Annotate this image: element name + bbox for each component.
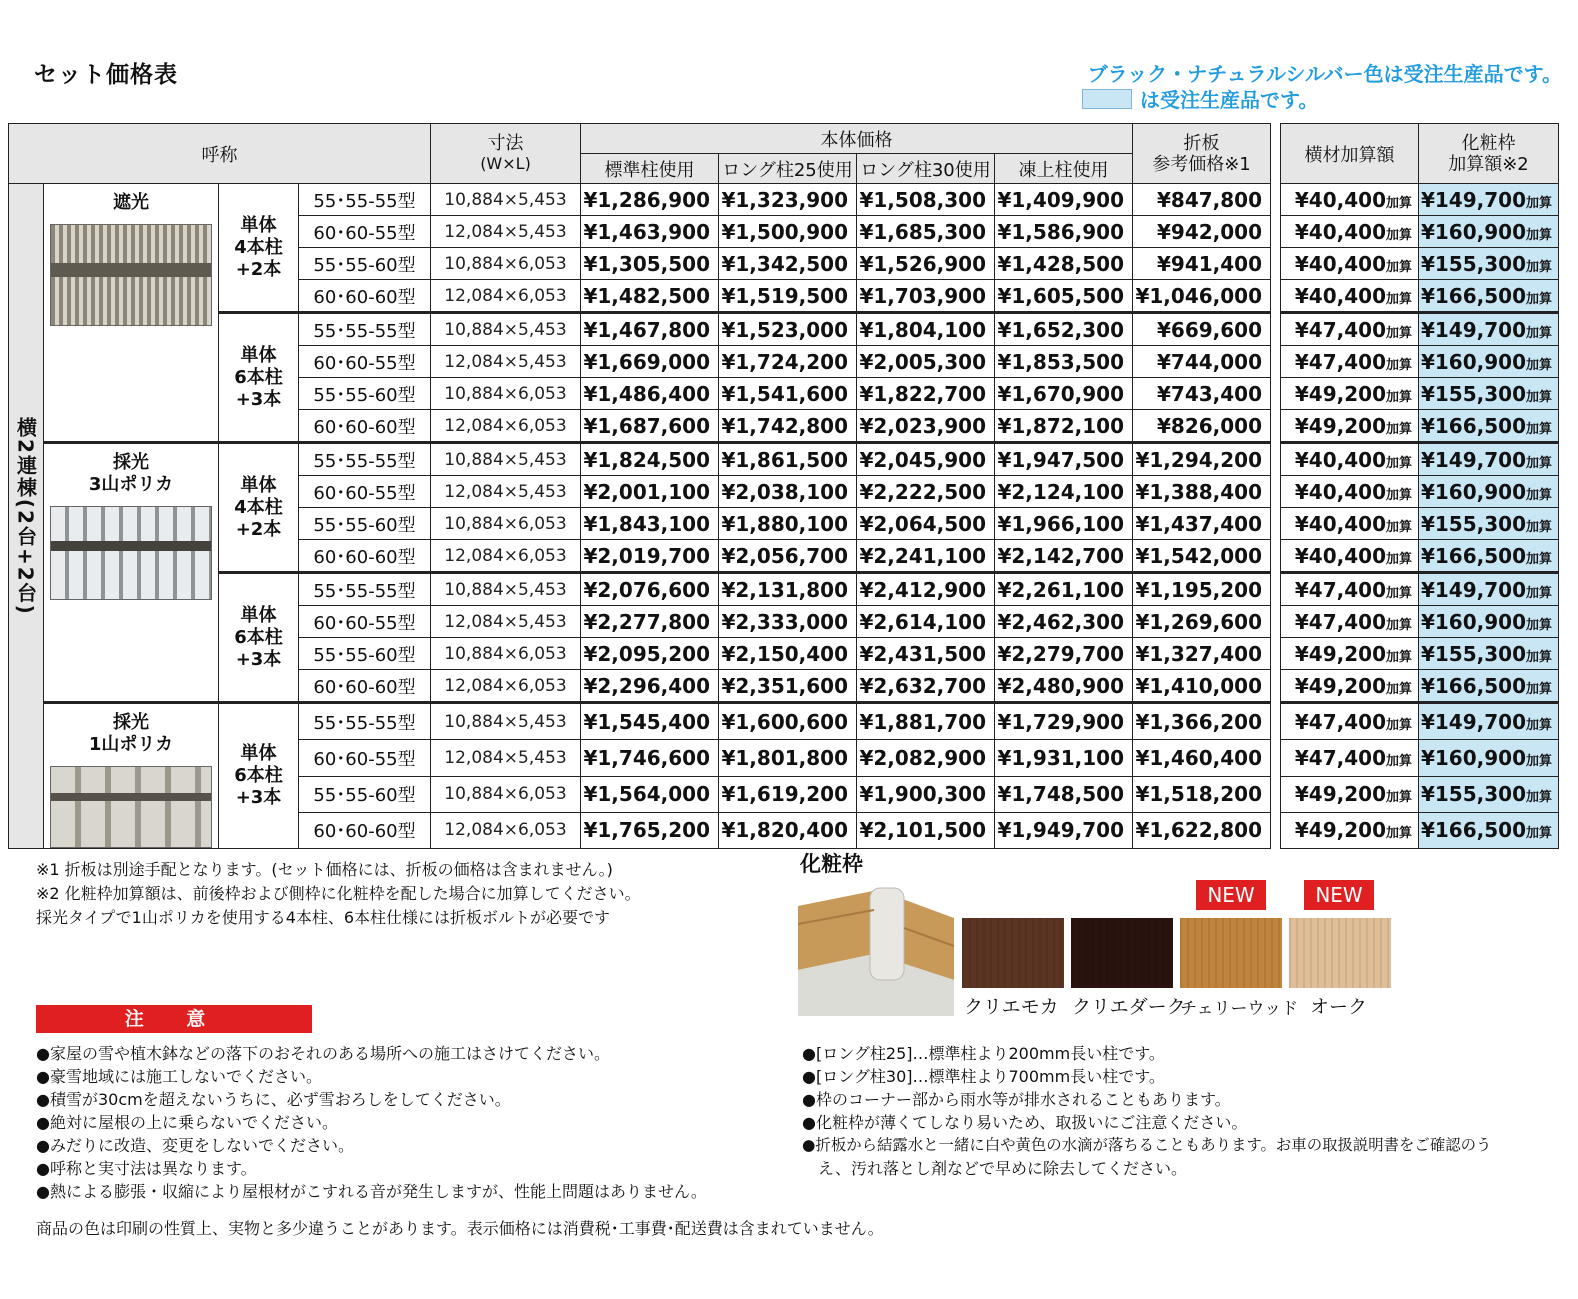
frame-addition: ¥149,700加算 [1419, 573, 1559, 606]
beam-addition: ¥40,400加算 [1281, 508, 1419, 540]
fold-plate-price: ¥942,000 [1133, 216, 1271, 248]
price-long25: ¥1,519,500 [719, 280, 857, 313]
model-name: 60･60-55型 [299, 216, 431, 248]
caution-item: ●みだりに改造、変更をしないでください。 [36, 1136, 354, 1155]
dimension-value: 12,084×6,053 [431, 670, 581, 703]
price-frost: ¥1,931,100 [995, 740, 1133, 776]
price-long25: ¥2,131,800 [719, 573, 857, 606]
column-gap [1271, 280, 1281, 313]
fold-plate-price: ¥1,542,000 [1133, 540, 1271, 573]
frame-addition: ¥155,300加算 [1419, 638, 1559, 670]
beam-addition: ¥47,400加算 [1281, 313, 1419, 346]
price-table [8, 123, 1559, 849]
pillar-config-label: 単体 6本柱 +3本 [219, 703, 299, 849]
model-name: 55･55-60型 [299, 508, 431, 540]
dimension-value: 12,084×5,453 [431, 476, 581, 508]
price-long30: ¥2,614,100 [857, 606, 995, 638]
roof-type-label: 採光 3山ポリカ [88, 452, 174, 495]
column-gap [1271, 812, 1281, 848]
header-frame: 化粧枠 加算額※2 [1419, 124, 1559, 184]
price-standard: ¥1,305,500 [581, 248, 719, 280]
price-long25: ¥1,541,600 [719, 378, 857, 410]
page-title: セット価格表 [34, 62, 178, 88]
beam-addition: ¥49,200加算 [1281, 378, 1419, 410]
model-name: 55･55-55型 [299, 184, 431, 216]
beam-addition: ¥49,200加算 [1281, 776, 1419, 812]
beam-addition: ¥40,400加算 [1281, 248, 1419, 280]
fold-plate-price: ¥1,437,400 [1133, 508, 1271, 540]
roof-type-cell [44, 184, 219, 443]
price-long25: ¥1,880,100 [719, 508, 857, 540]
model-name: 60･60-55型 [299, 346, 431, 378]
pillar-config-label: 単体 4本柱 +2本 [219, 443, 299, 573]
dimension-value: 12,084×5,453 [431, 216, 581, 248]
fold-plate-price: ¥1,294,200 [1133, 443, 1271, 476]
caution-heading: 注 意 [36, 1005, 312, 1033]
fold-plate-price: ¥826,000 [1133, 410, 1271, 443]
price-frost: ¥1,949,700 [995, 812, 1133, 848]
fold-plate-price: ¥669,600 [1133, 313, 1271, 346]
price-standard: ¥2,095,200 [581, 638, 719, 670]
column-gap [1271, 378, 1281, 410]
fold-plate-price: ¥1,622,800 [1133, 812, 1271, 848]
price-frost: ¥2,261,100 [995, 573, 1133, 606]
carport-roof-photo [50, 766, 212, 848]
dimension-value: 10,884×5,453 [431, 443, 581, 476]
dimension-value: 12,084×6,053 [431, 280, 581, 313]
dimension-value: 12,084×5,453 [431, 346, 581, 378]
price-frost: ¥2,124,100 [995, 476, 1133, 508]
pillar-config-label: 単体 4本柱 +2本 [219, 184, 299, 313]
color-swatch-mocha [962, 918, 1064, 988]
column-gap [1271, 248, 1281, 280]
price-frost: ¥2,279,700 [995, 638, 1133, 670]
caution-item: ●豪雪地域には施工しないでください。 [36, 1067, 322, 1086]
price-standard: ¥1,746,600 [581, 740, 719, 776]
beam-addition: ¥40,400加算 [1281, 216, 1419, 248]
price-long30: ¥2,023,900 [857, 410, 995, 443]
frame-addition: ¥155,300加算 [1419, 508, 1559, 540]
model-name: 55･55-55型 [299, 703, 431, 740]
roof-type-label: 採光 1山ポリカ [88, 712, 174, 755]
pillar-config-label: 単体 6本柱 +3本 [219, 313, 299, 443]
price-frost: ¥1,586,900 [995, 216, 1133, 248]
header-name: 呼称 [9, 124, 431, 184]
price-long25: ¥1,801,800 [719, 740, 857, 776]
price-long25: ¥2,351,600 [719, 670, 857, 703]
dimension-value: 12,084×6,053 [431, 812, 581, 848]
price-standard: ¥1,687,600 [581, 410, 719, 443]
note-item: ●[ロング柱25]…標準柱より200mm長い柱です。 [802, 1044, 1165, 1063]
fold-plate-price: ¥941,400 [1133, 248, 1271, 280]
price-standard: ¥1,467,800 [581, 313, 719, 346]
column-gap [1271, 776, 1281, 812]
column-gap [1271, 476, 1281, 508]
header-long25: ロング柱25使用 [719, 154, 857, 184]
price-standard: ¥1,486,400 [581, 378, 719, 410]
frame-addition: ¥149,700加算 [1419, 443, 1559, 476]
dimension-value: 12,084×6,053 [431, 540, 581, 573]
dimension-value: 10,884×6,053 [431, 638, 581, 670]
price-standard: ¥1,669,000 [581, 346, 719, 378]
fold-plate-price: ¥1,388,400 [1133, 476, 1271, 508]
price-standard: ¥1,843,100 [581, 508, 719, 540]
price-frost: ¥2,142,700 [995, 540, 1133, 573]
frame-addition: ¥149,700加算 [1419, 184, 1559, 216]
carport-roof-photo [50, 506, 212, 600]
beam-addition: ¥47,400加算 [1281, 606, 1419, 638]
beam-addition: ¥47,400加算 [1281, 703, 1419, 740]
column-gap [1271, 410, 1281, 443]
price-frost: ¥1,748,500 [995, 776, 1133, 812]
column-gap [1271, 124, 1281, 184]
legend-swatch [1082, 89, 1132, 109]
model-name: 60･60-60型 [299, 812, 431, 848]
beam-addition: ¥40,400加算 [1281, 476, 1419, 508]
price-frost: ¥1,729,900 [995, 703, 1133, 740]
price-standard: ¥2,296,400 [581, 670, 719, 703]
fold-plate-price: ¥1,195,200 [1133, 573, 1271, 606]
price-long30: ¥1,900,300 [857, 776, 995, 812]
frame-addition: ¥166,500加算 [1419, 812, 1559, 848]
price-standard: ¥1,286,900 [581, 184, 719, 216]
price-long30: ¥1,804,100 [857, 313, 995, 346]
model-name: 60･60-55型 [299, 606, 431, 638]
model-name: 60･60-55型 [299, 740, 431, 776]
price-standard: ¥2,277,800 [581, 606, 719, 638]
price-long30: ¥2,632,700 [857, 670, 995, 703]
model-name: 55･55-55型 [299, 573, 431, 606]
price-standard: ¥2,019,700 [581, 540, 719, 573]
column-gap [1271, 346, 1281, 378]
price-long30: ¥2,101,500 [857, 812, 995, 848]
price-long25: ¥2,150,400 [719, 638, 857, 670]
column-gap [1271, 573, 1281, 606]
price-long30: ¥1,881,700 [857, 703, 995, 740]
dimension-value: 10,884×5,453 [431, 184, 581, 216]
table-row [9, 184, 1559, 216]
header-frost: 凍上柱使用 [995, 154, 1133, 184]
beam-addition: ¥47,400加算 [1281, 346, 1419, 378]
roof-type-cell [44, 443, 219, 703]
dimension-value: 10,884×5,453 [431, 573, 581, 606]
header-dim: 寸法 (W×L) [431, 124, 581, 184]
model-name: 60･60-60型 [299, 670, 431, 703]
price-long30: ¥2,045,900 [857, 443, 995, 476]
roof-type-cell [44, 703, 219, 849]
price-long25: ¥2,333,000 [719, 606, 857, 638]
price-long30: ¥2,222,500 [857, 476, 995, 508]
dimension-value: 10,884×5,453 [431, 313, 581, 346]
note-item: ●[ロング柱30]…標準柱より700mm長い柱です。 [802, 1067, 1165, 1086]
price-long30: ¥1,526,900 [857, 248, 995, 280]
beam-addition: ¥49,200加算 [1281, 670, 1419, 703]
price-long25: ¥1,724,200 [719, 346, 857, 378]
price-long25: ¥2,056,700 [719, 540, 857, 573]
column-gap [1271, 638, 1281, 670]
price-long30: ¥2,082,900 [857, 740, 995, 776]
column-gap [1271, 703, 1281, 740]
fold-plate-price: ¥1,460,400 [1133, 740, 1271, 776]
beam-addition: ¥40,400加算 [1281, 184, 1419, 216]
price-frost: ¥1,947,500 [995, 443, 1133, 476]
table-row [9, 443, 1559, 476]
price-frost: ¥2,480,900 [995, 670, 1133, 703]
dimension-value: 10,884×5,453 [431, 703, 581, 740]
frame-addition: ¥155,300加算 [1419, 248, 1559, 280]
color-label-oak: オーク [1310, 996, 1368, 1018]
column-gap [1271, 216, 1281, 248]
price-frost: ¥2,462,300 [995, 606, 1133, 638]
price-frost: ¥1,652,300 [995, 313, 1133, 346]
note-item: ●化粧枠が薄くてしなり易いため、取扱いにご注意ください。 [802, 1113, 1248, 1132]
price-frost: ¥1,670,900 [995, 378, 1133, 410]
color-swatch-oak [1289, 918, 1391, 988]
column-gap [1271, 313, 1281, 346]
footnote-2: ※2 化粧枠加算額は、前後枠および側枠に化粧枠を配した場合に加算してください。 [36, 884, 641, 903]
frame-addition: ¥149,700加算 [1419, 313, 1559, 346]
model-name: 55･55-60型 [299, 248, 431, 280]
color-label-mocha: クリエモカ [964, 996, 1059, 1018]
vertical-group-label: 横2連棟(2台+2台) [9, 184, 44, 849]
frame-addition: ¥166,500加算 [1419, 540, 1559, 573]
model-name: 55･55-60型 [299, 776, 431, 812]
header-long30: ロング柱30使用 [857, 154, 995, 184]
table-row [9, 573, 1559, 606]
price-long25: ¥1,820,400 [719, 812, 857, 848]
price-long30: ¥2,241,100 [857, 540, 995, 573]
price-long25: ¥1,342,500 [719, 248, 857, 280]
beam-addition: ¥47,400加算 [1281, 740, 1419, 776]
color-label-cherry: チェリーウッド [1180, 999, 1299, 1019]
price-standard: ¥1,564,000 [581, 776, 719, 812]
dimension-value: 12,084×5,453 [431, 606, 581, 638]
beam-addition: ¥49,200加算 [1281, 812, 1419, 848]
caution-item: ●熱による膨張・収縮により屋根材がこすれる音が発生しますが、性能上問題はありません。 [36, 1182, 707, 1201]
dimension-value: 10,884×6,053 [431, 508, 581, 540]
fold-plate-price: ¥1,518,200 [1133, 776, 1271, 812]
price-standard: ¥1,545,400 [581, 703, 719, 740]
fold-plate-price: ¥744,000 [1133, 346, 1271, 378]
caution-item: ●家屋の雪や植木鉢などの落下のおそれのある場所への施工はさけてください。 [36, 1044, 610, 1063]
caution-item: ●積雪が30cmを超えないうちに、必ず雪おろしをしてください。 [36, 1090, 511, 1109]
price-standard: ¥1,765,200 [581, 812, 719, 848]
price-long25: ¥1,323,900 [719, 184, 857, 216]
note-item: ●折板から結露水と一緒に白や黄色の水滴が落ちることもあります。お車の取扱説明書をご確認のう [802, 1136, 1492, 1154]
caution-item: ●呼称と実寸法は異なります。 [36, 1159, 257, 1178]
price-standard: ¥1,824,500 [581, 443, 719, 476]
price-frost: ¥1,409,900 [995, 184, 1133, 216]
dimension-value: 10,884×6,053 [431, 776, 581, 812]
model-name: 55･55-60型 [299, 378, 431, 410]
price-long25: ¥1,742,800 [719, 410, 857, 443]
price-frost: ¥1,872,100 [995, 410, 1133, 443]
price-long25: ¥1,861,500 [719, 443, 857, 476]
price-long30: ¥2,064,500 [857, 508, 995, 540]
price-standard: ¥1,463,900 [581, 216, 719, 248]
beam-addition: ¥47,400加算 [1281, 573, 1419, 606]
dimension-value: 12,084×5,453 [431, 740, 581, 776]
price-long25: ¥2,038,100 [719, 476, 857, 508]
new-badge-cherry: NEW [1196, 880, 1266, 910]
caution-item: ●絶対に屋根の上に乗らないでください。 [36, 1113, 338, 1132]
model-name: 60･60-60型 [299, 540, 431, 573]
footnote-3: 採光タイプで1山ポリカを使用する4本柱、6本柱仕様には折板ボルトが必要です [36, 908, 611, 927]
dimension-value: 12,084×6,053 [431, 410, 581, 443]
price-long30: ¥1,703,900 [857, 280, 995, 313]
column-gap [1271, 508, 1281, 540]
header-beam: 横材加算額 [1281, 124, 1419, 184]
frame-addition: ¥160,900加算 [1419, 346, 1559, 378]
dimension-value: 10,884×6,053 [431, 248, 581, 280]
frame-addition: ¥160,900加算 [1419, 606, 1559, 638]
price-long25: ¥1,500,900 [719, 216, 857, 248]
column-gap [1271, 184, 1281, 216]
price-standard: ¥2,001,100 [581, 476, 719, 508]
carport-roof-photo [50, 224, 212, 326]
dimension-value: 10,884×6,053 [431, 378, 581, 410]
price-frost: ¥1,853,500 [995, 346, 1133, 378]
frame-section-title: 化粧枠 [800, 852, 863, 876]
legend-text: は受注生産品です。 [1140, 88, 1319, 112]
footnote-1: ※1 折板は別途手配となります。(セット価格には、折板の価格は含まれません。) [36, 860, 613, 879]
table-row [9, 313, 1559, 346]
beam-addition: ¥49,200加算 [1281, 410, 1419, 443]
made-to-order-notice: ブラック・ナチュラルシルバー色は受注生産品です。 [1087, 62, 1562, 86]
price-long25: ¥1,619,200 [719, 776, 857, 812]
price-frost: ¥1,966,100 [995, 508, 1133, 540]
fold-plate-price: ¥1,410,000 [1133, 670, 1271, 703]
fold-plate-price: ¥1,366,200 [1133, 703, 1271, 740]
new-badge-oak: NEW [1304, 880, 1374, 910]
price-standard: ¥2,076,600 [581, 573, 719, 606]
frame-corner-image [798, 884, 954, 1016]
frame-addition: ¥166,500加算 [1419, 670, 1559, 703]
price-long30: ¥1,822,700 [857, 378, 995, 410]
note-item: え、汚れ落とし剤などで早めに除去してください。 [818, 1159, 1187, 1178]
column-gap [1271, 670, 1281, 703]
column-gap [1271, 443, 1281, 476]
header-body-price: 本体価格 [581, 124, 1133, 154]
table-row [9, 703, 1559, 740]
price-frost: ¥1,428,500 [995, 248, 1133, 280]
price-long30: ¥2,431,500 [857, 638, 995, 670]
column-gap [1271, 606, 1281, 638]
beam-addition: ¥40,400加算 [1281, 280, 1419, 313]
model-name: 55･55-55型 [299, 443, 431, 476]
note-item: ●枠のコーナー部から雨水等が排水されることもあります。 [802, 1090, 1231, 1109]
frame-addition: ¥166,500加算 [1419, 410, 1559, 443]
beam-addition: ¥40,400加算 [1281, 540, 1419, 573]
fold-plate-price: ¥743,400 [1133, 378, 1271, 410]
model-name: 60･60-55型 [299, 476, 431, 508]
color-swatch-cherry [1180, 918, 1282, 988]
price-long30: ¥2,412,900 [857, 573, 995, 606]
fold-plate-price: ¥1,327,400 [1133, 638, 1271, 670]
color-label-dark: クリエダーク [1072, 996, 1186, 1018]
price-table-body [9, 184, 1559, 849]
fold-plate-price: ¥847,800 [1133, 184, 1271, 216]
price-standard: ¥1,482,500 [581, 280, 719, 313]
frame-addition: ¥155,300加算 [1419, 378, 1559, 410]
header-std: 標準柱使用 [581, 154, 719, 184]
price-long30: ¥2,005,300 [857, 346, 995, 378]
model-name: 60･60-60型 [299, 280, 431, 313]
frame-addition: ¥160,900加算 [1419, 740, 1559, 776]
bottom-note: 商品の色は印刷の性質上、実物と多少違うことがあります。表示価格には消費税･工事費･配送費は含まれていません。 [36, 1219, 884, 1238]
frame-addition: ¥149,700加算 [1419, 703, 1559, 740]
price-long30: ¥1,685,300 [857, 216, 995, 248]
fold-plate-price: ¥1,269,600 [1133, 606, 1271, 638]
color-swatch-dark [1071, 918, 1173, 988]
column-gap [1271, 540, 1281, 573]
beam-addition: ¥49,200加算 [1281, 638, 1419, 670]
pillar-config-label: 単体 6本柱 +3本 [219, 573, 299, 703]
model-name: 55･55-55型 [299, 313, 431, 346]
header-fold: 折板 参考価格※1 [1133, 124, 1271, 184]
fold-plate-price: ¥1,046,000 [1133, 280, 1271, 313]
frame-addition: ¥160,900加算 [1419, 216, 1559, 248]
frame-addition: ¥160,900加算 [1419, 476, 1559, 508]
made-to-order-legend [1082, 84, 1318, 113]
frame-addition: ¥155,300加算 [1419, 776, 1559, 812]
price-long25: ¥1,600,600 [719, 703, 857, 740]
price-long25: ¥1,523,000 [719, 313, 857, 346]
model-name: 60･60-60型 [299, 410, 431, 443]
beam-addition: ¥40,400加算 [1281, 443, 1419, 476]
price-long30: ¥1,508,300 [857, 184, 995, 216]
roof-type-label: 遮光 [113, 192, 149, 213]
model-name: 55･55-60型 [299, 638, 431, 670]
frame-addition: ¥166,500加算 [1419, 280, 1559, 313]
column-gap [1271, 740, 1281, 776]
price-frost: ¥1,605,500 [995, 280, 1133, 313]
